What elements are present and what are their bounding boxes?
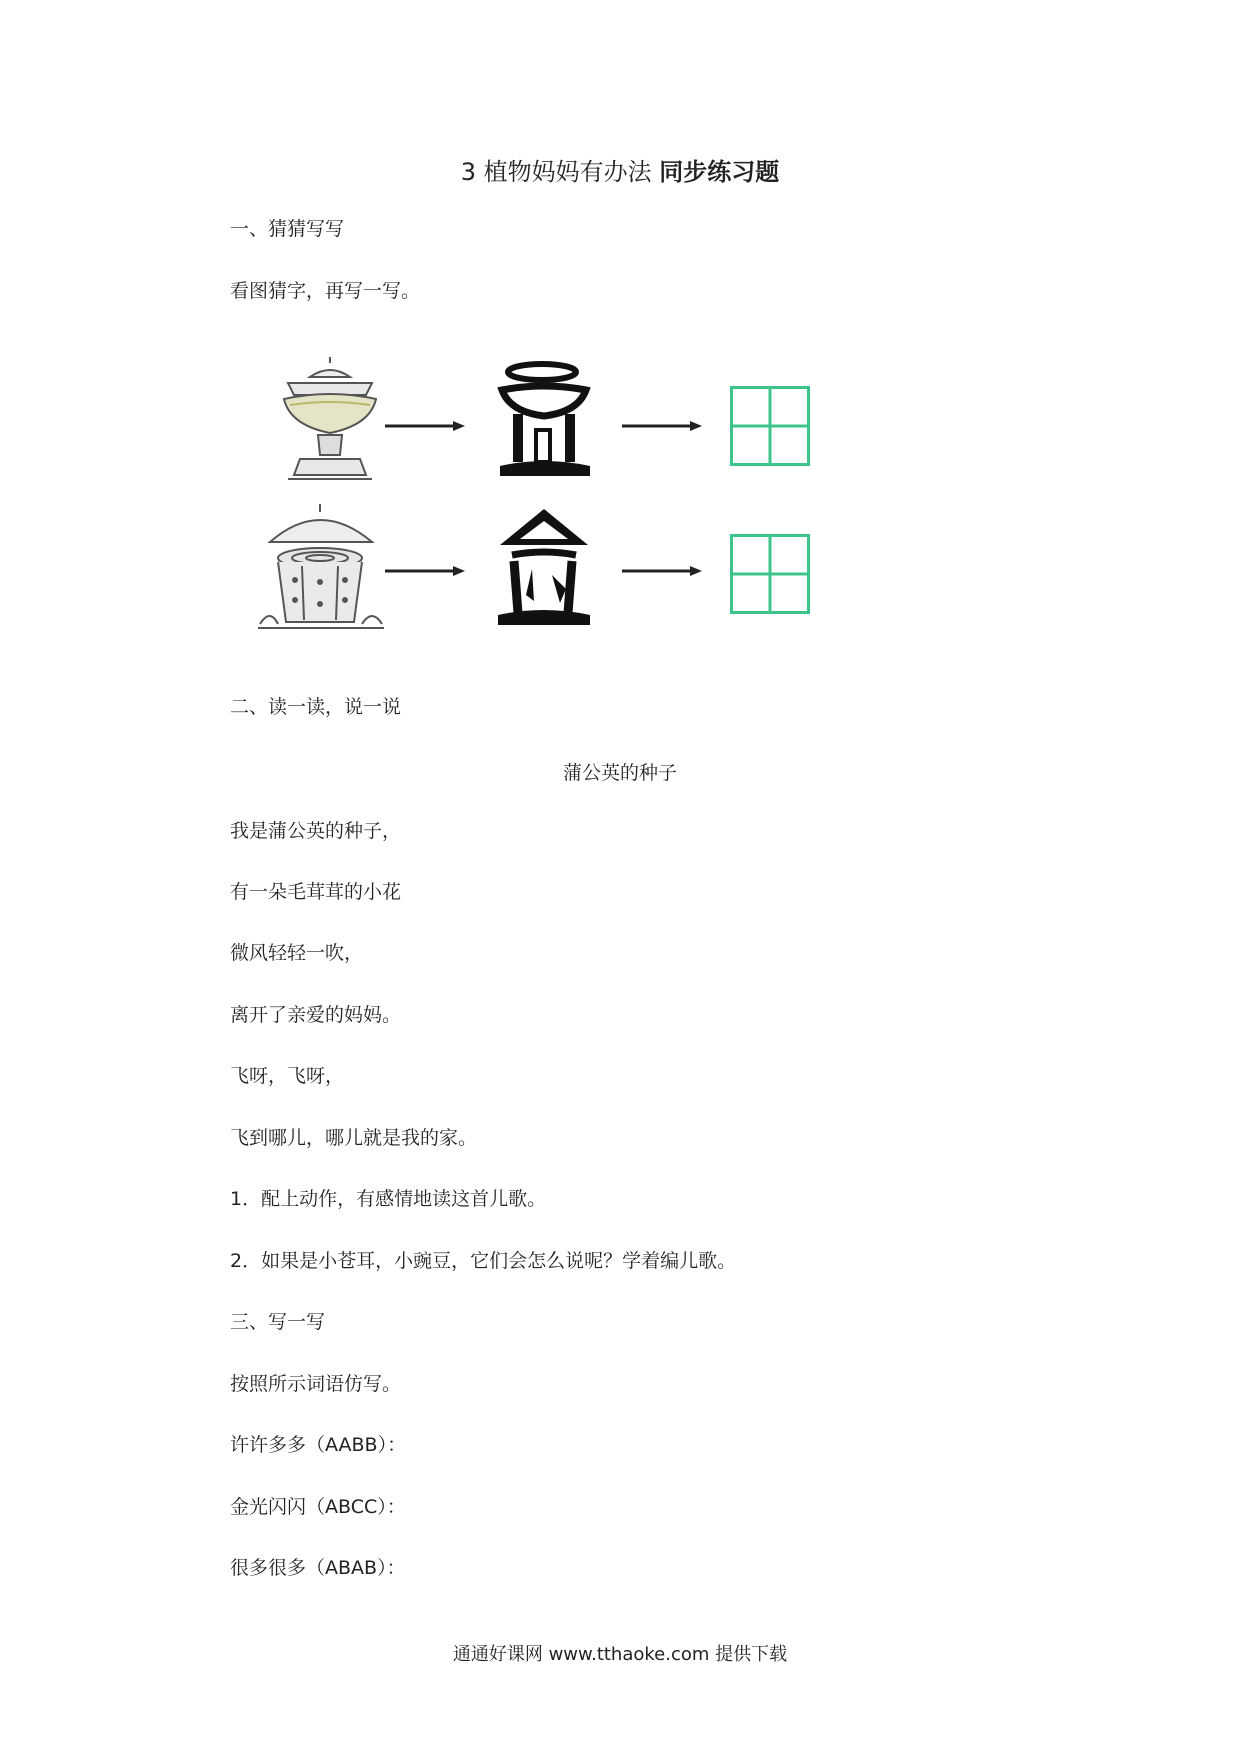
section3-heading: 三、写一写 [230, 1311, 326, 1333]
section2-heading: 二、读一读，说一说 [230, 696, 402, 718]
poem-line: 微风轻轻一吹， [230, 942, 364, 964]
poem-title: 蒲公英的种子 [562, 762, 677, 784]
ancient-dou-glyph [490, 360, 600, 480]
poem-line: 我是蒲公英的种子， [230, 820, 402, 842]
question-item: 1．配上动作，有感情地读这首儿歌。 [230, 1188, 547, 1210]
exercise-item: 很多很多（ABAB）： [230, 1557, 406, 1579]
tian-zi-ge-grid[interactable] [730, 534, 810, 614]
arrow-icon [385, 420, 465, 432]
poem-line: 飞呀，飞呀， [230, 1065, 345, 1087]
cooking-vessel-pictograph [250, 500, 390, 635]
arrow-icon [622, 565, 702, 577]
section1-heading: 一、猜猜写写 [230, 218, 345, 240]
exercise-item: 金光闪闪（ABCC）： [230, 1496, 406, 1518]
poem-line: 飞到哪儿，哪儿就是我的家。 [230, 1127, 478, 1149]
tea-vessel-pictograph [270, 355, 390, 490]
poem-line: 有一朵毛茸茸的小花 [230, 881, 402, 903]
exercise-item: 许许多多（AABB）： [230, 1434, 407, 1456]
section1-instruction: 看图猜字，再写一写。 [230, 280, 421, 302]
question-item: 2．如果是小苍耳，小豌豆，它们会怎么说呢？学着编儿歌。 [230, 1250, 737, 1272]
tian-zi-ge-grid[interactable] [730, 386, 810, 466]
poem-line: 离开了亲爱的妈妈。 [230, 1004, 402, 1026]
page-title: 3 植物妈妈有办法 同步练习题 [460, 158, 780, 186]
arrow-icon [385, 565, 465, 577]
section3-instruction: 按照所示词语仿写。 [230, 1373, 402, 1395]
ancient-vessel-glyph [490, 505, 600, 630]
arrow-icon [622, 420, 702, 432]
footer-credit: 通通好课网 www.tthaoke.com 提供下载 [452, 1644, 788, 1665]
